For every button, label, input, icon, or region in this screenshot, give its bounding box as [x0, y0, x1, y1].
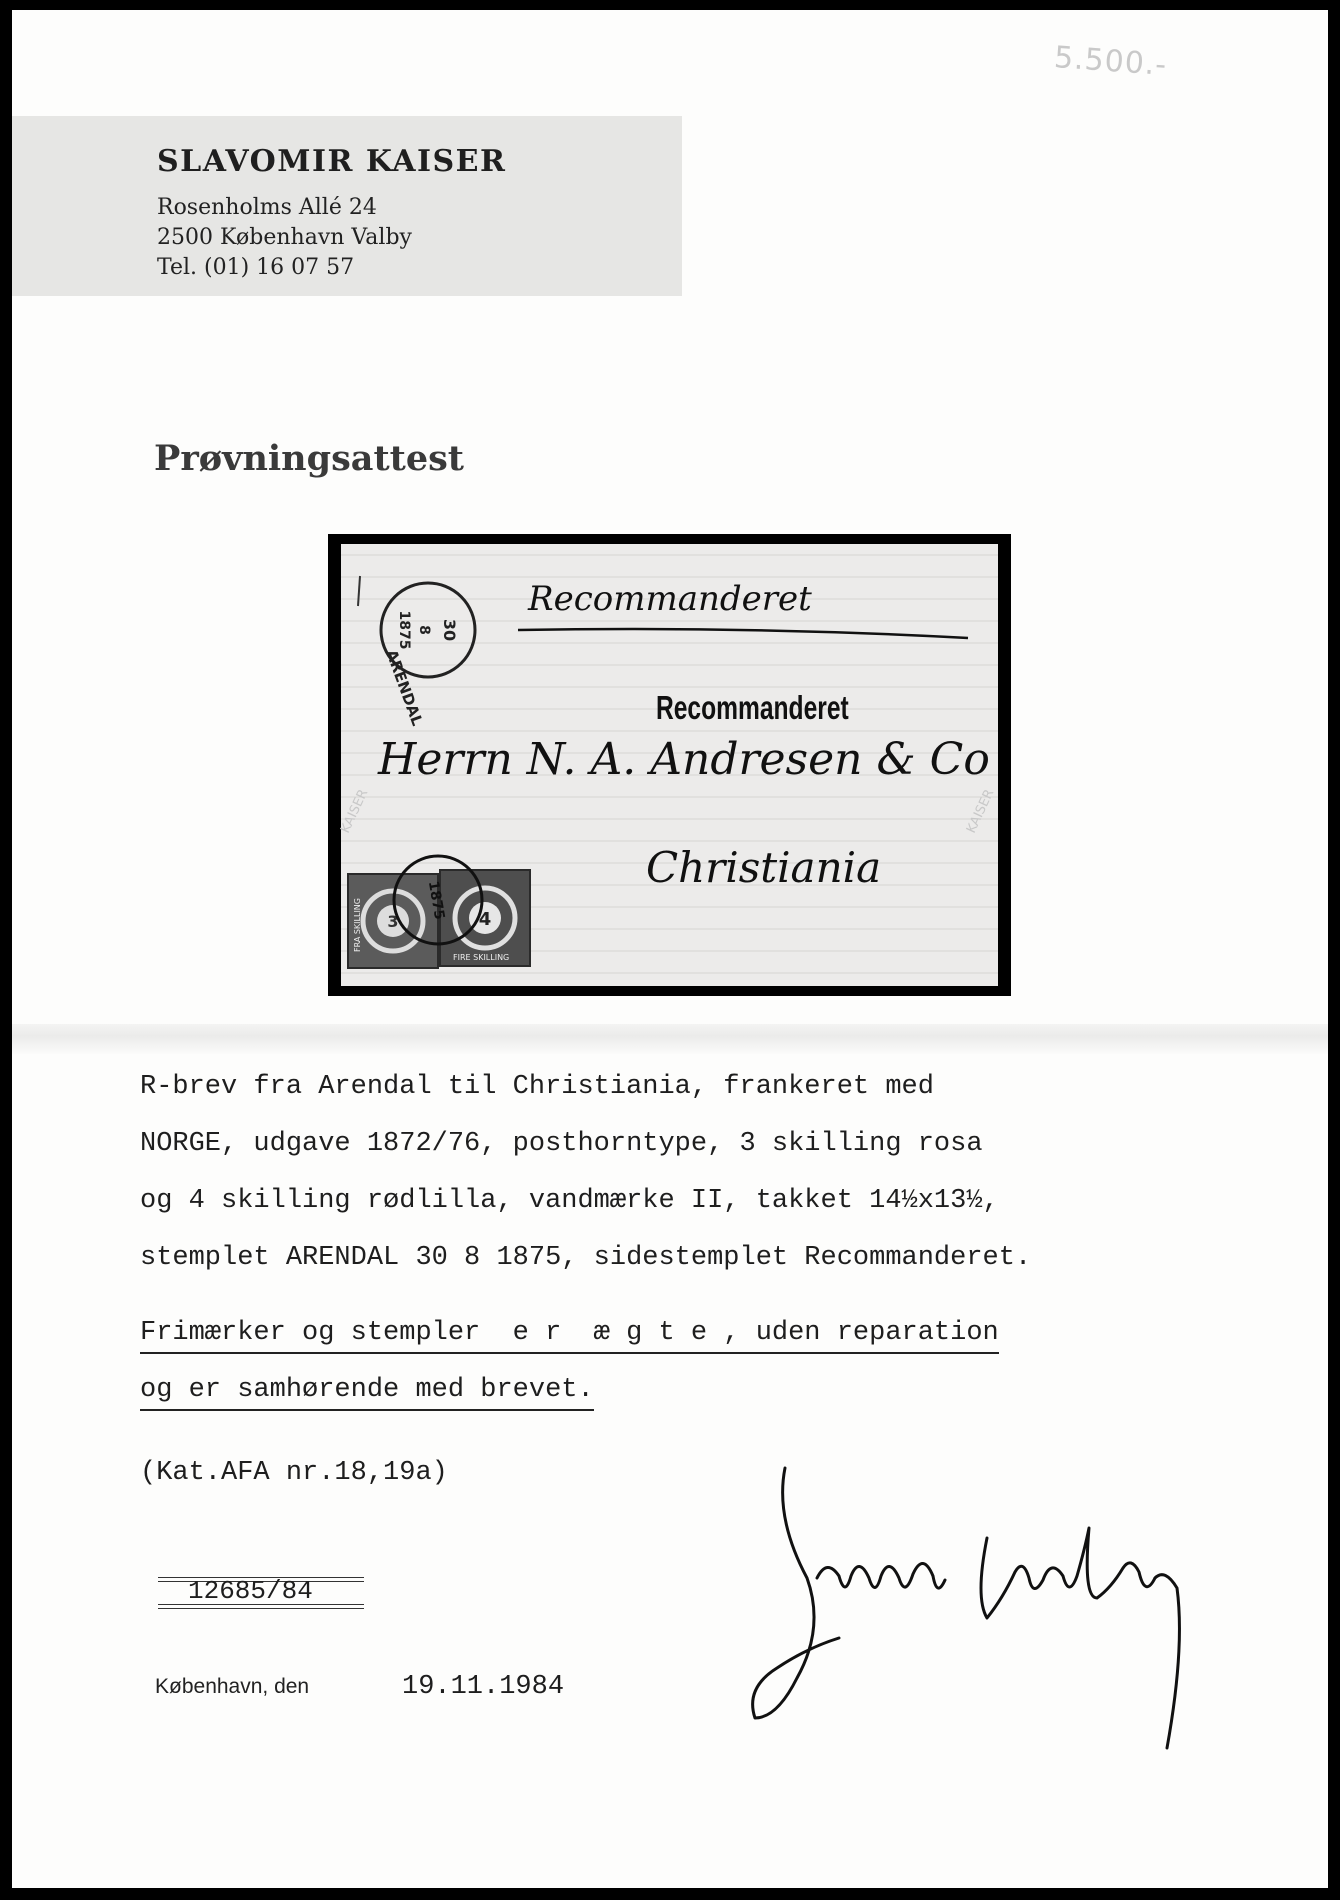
certificate-date: 19.11.1984: [402, 1672, 565, 1702]
address-line-2: Christiania: [646, 843, 882, 892]
svg-text:8: 8: [416, 625, 432, 635]
address-line-1: Herrn N. A. Andresen & Co: [378, 734, 990, 785]
letterhead-city: 2500 København Valby: [157, 225, 412, 250]
kaiser-watermark-right: KAISER: [964, 787, 998, 836]
certificate-sheet: [12, 10, 1328, 1888]
recommanderet-side-stamp: Recommanderet: [656, 690, 849, 727]
certificate-number-box: [158, 1577, 364, 1607]
stamp-3-skilling: [348, 874, 438, 968]
page-title: Prøvningsattest: [154, 438, 464, 479]
svg-text:30: 30: [440, 618, 459, 642]
kaiser-watermark: KAISER: [338, 787, 372, 836]
cover-photo: [328, 534, 1011, 996]
description-line-2: NORGE, udgave 1872/76, posthorntype, 3 skilling rosa: [140, 1129, 983, 1159]
svg-text:Recommanderet: Recommanderet: [528, 579, 812, 619]
svg-text:1875: 1875: [424, 879, 448, 921]
letterhead-name: SLAVOMIR KAISER: [157, 144, 507, 179]
verdict-line-2: og er samhørende med brevet.: [140, 1375, 594, 1411]
verdict-line-1: Frimærker og stempler e r æ g t e , uden reparation: [140, 1318, 999, 1354]
place-label: København, den: [155, 1675, 310, 1698]
certificate-number: 12685/84: [188, 1576, 313, 1606]
svg-text:ARENDAL: ARENDAL: [382, 647, 427, 729]
svg-text:3: 3: [387, 912, 399, 931]
cover-photo-image: [328, 534, 1011, 996]
catalog-reference: (Kat.AFA nr.18,19a): [140, 1458, 448, 1488]
svg-text:FRA SKILLING: FRA SKILLING: [353, 898, 362, 952]
description-line-1: R-brev fra Arendal til Christiania, frankeret med: [140, 1072, 934, 1102]
letterhead: [12, 116, 682, 296]
svg-text:4: 4: [478, 909, 492, 930]
pencil-price-note: 5.500.-: [1052, 40, 1169, 83]
letterhead-street: Rosenholms Allé 24: [157, 195, 377, 220]
description-line-3: og 4 skilling rødlilla, vandmærke II, takket 14½x13½,: [140, 1186, 999, 1216]
paper-fold: [12, 1024, 1328, 1054]
description-line-4: stemplet ARENDAL 30 8 1875, sidestemplet Recommanderet.: [140, 1243, 1032, 1273]
svg-text:1875: 1875: [396, 610, 412, 650]
letterhead-phone: Tel. (01) 16 07 57: [157, 255, 355, 280]
signature: [747, 1448, 1247, 1758]
stamp-4-skilling: [440, 870, 530, 966]
svg-text:FIRE SKILLING: FIRE SKILLING: [453, 953, 510, 962]
